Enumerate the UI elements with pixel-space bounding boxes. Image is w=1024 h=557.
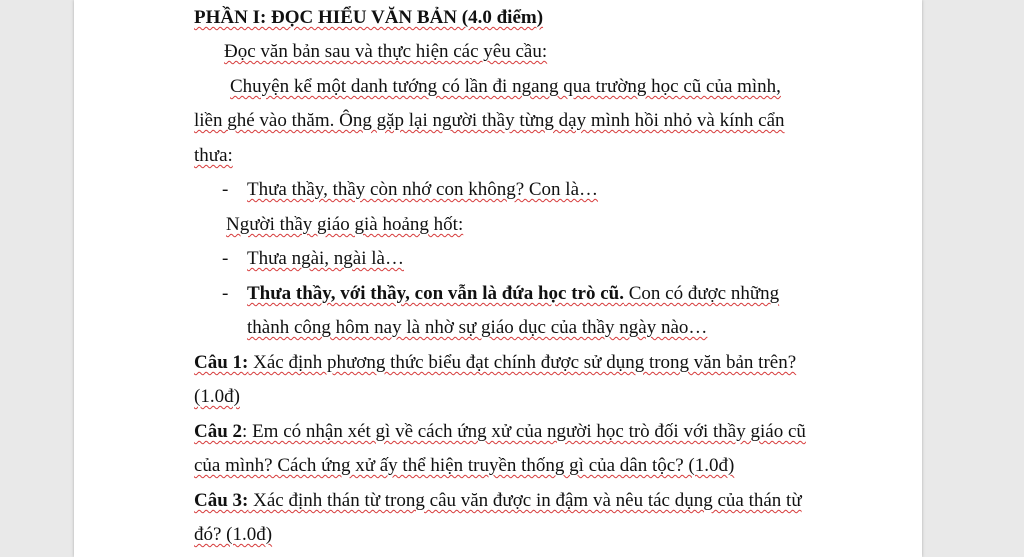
bold-sentence: Thưa thầy, với thầy, con vẫn là đứa học trò cũ. <box>247 283 624 304</box>
dialogue-dash-3: - <box>222 283 229 304</box>
question-2-label: Câu 2 <box>194 421 243 442</box>
dialogue-line-2: Thưa ngài, ngài là… <box>247 248 404 269</box>
question-3-text: Xác định thán từ trong câu văn được in đậm và nêu tác dụng của thán từ <box>248 490 802 511</box>
document-page <box>74 0 922 557</box>
dialogue-line-3-continued: thành công hôm nay là nhờ sự giáo dục của thầy ngày nào… <box>247 317 708 338</box>
passage-line-3: thưa: <box>194 145 233 166</box>
question-2-line-2: của mình? Cách ứng xử ấy thể hiện truyền thống gì của dân tộc? (1.0đ) <box>194 455 735 476</box>
dialogue-line-3 <box>247 283 779 305</box>
section-heading: PHẦN I: ĐỌC HIỂU VĂN BẢN (4.0 điểm) <box>194 7 544 28</box>
narration-line: Người thầy giáo già hoảng hốt: <box>226 214 464 235</box>
instruction-text: Đọc văn bản sau và thực hiện các yêu cầu: <box>224 41 548 62</box>
question-1-line-2: (1.0đ) <box>194 386 240 407</box>
question-1-line-1 <box>194 352 796 374</box>
passage-line-2: liền ghé vào thăm. Ông gặp lại người thầy từng dạy mình hồi nhỏ và kính cẩn <box>194 110 785 131</box>
dialogue-dash-1: - <box>222 179 229 200</box>
question-3-label: Câu 3: <box>194 490 249 511</box>
passage-line-1: Chuyện kể một danh tướng có lần đi ngang qua trường học cũ của mình, <box>230 76 781 97</box>
question-1-text: Xác định phương thức biểu đạt chính được sử dụng trong văn bản trên? <box>248 352 797 373</box>
question-3-line-1 <box>194 490 802 512</box>
dialogue-line-3-rest: Con có được những <box>623 283 780 304</box>
question-2-line-1 <box>194 421 806 443</box>
question-3-line-2: đó? (1.0đ) <box>194 524 273 545</box>
question-2-text: : Em có nhận xét gì về cách ứng xử của người học trò đối với thầy giáo cũ <box>242 421 806 442</box>
question-1-label: Câu 1: <box>194 352 249 373</box>
dialogue-line-1: Thưa thầy, thầy còn nhớ con không? Con là… <box>247 179 599 200</box>
dialogue-dash-2: - <box>222 248 229 269</box>
